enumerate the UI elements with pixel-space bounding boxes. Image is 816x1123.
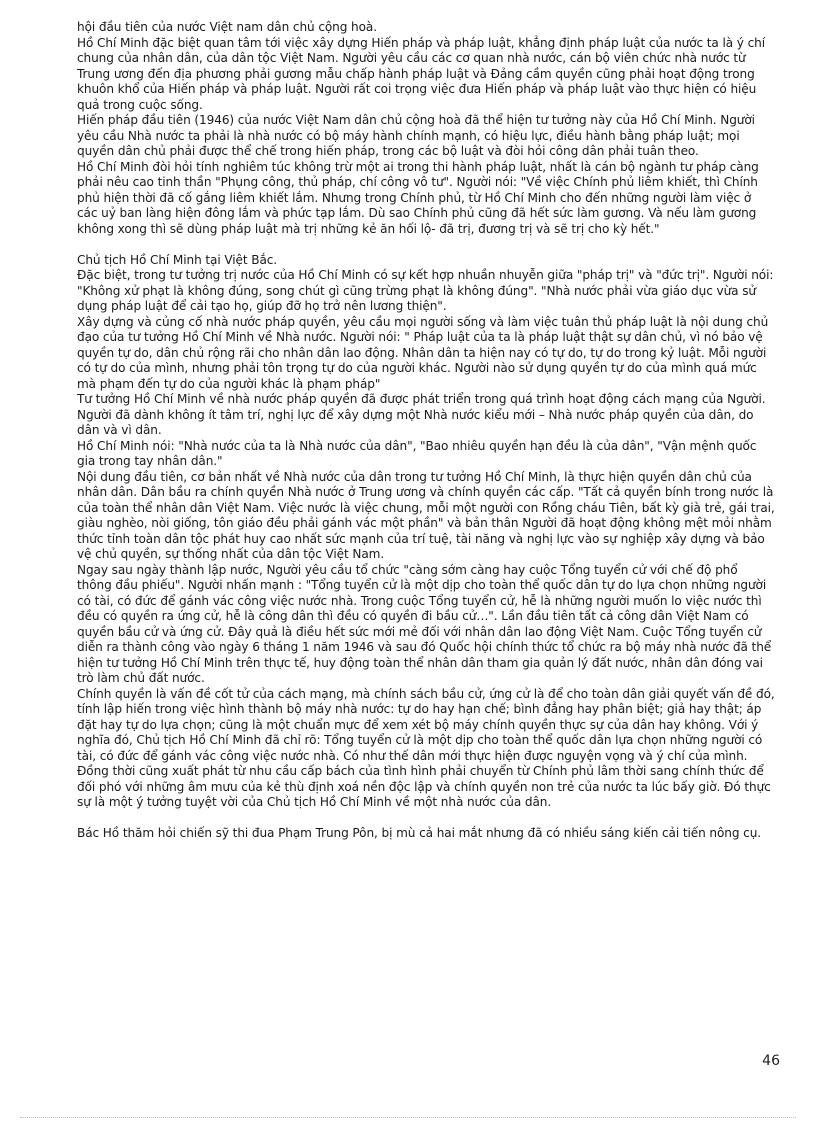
paragraph-11: Chính quyền là vấn đề cốt tử của cách mạng, mà chính sách bầu cử, ứng cử là để cho toàn dân giải quyết vấn đề đó, tính lập hiến trong việc hình thành bộ máy nhà nước: tự do hay hạn chế; bình đẳng hay phân biệt; giả hay thật; áp đặt hay tự do lựa chọn; cũng là một chuẩn mực để xem xét bộ máy chính quyền thực sự của dân hay không. Với ý nghĩa đó, Chủ tịch Hồ Chí Minh đã chỉ rõ: Tổng tuyển cử là một dịp cho toàn thể quốc dân lựa chọn những người có tài, có đức để gánh vác công việc nước nhà. Có như thế dân mới thực hiện được nguyện vọng và ý chí của mình. Đồng thời cũng xuất phát từ nhu cầu cấp bách của tình hình phải chuyển từ Chính phủ lâm thời sang chính thức để đối phó với những âm mưu của kẻ thù định xoá nền độc lập và chính quyền non trẻ của nước ta lúc bấy giờ. Đó thực sự là một ý tưởng tuyệt vời của Chủ tịch Hồ Chí Minh về một nhà nước của dân. bbox=[77, 686, 775, 809]
paragraph-7: Tư tưởng Hồ Chí Minh về nhà nước pháp quyền đã được phát triển trong quá trình hoạt động cách mạng của Người. Người đã dành không ít tâm trí, nghị lực để xây dựng một Nhà nước kiểu mới – Nhà nước pháp quyền của dân, do dân và vì dân. bbox=[77, 392, 766, 437]
document-body bbox=[77, 20, 775, 842]
paragraph-9: Nội dung đầu tiên, cơ bản nhất về Nhà nước của dân trong tư tưởng Hồ Chí Minh, là thực hiện quyền dân chủ của nhân dân. Dân bầu ra chính quyền Nhà nước ở Trung ương và chính quyền các cấp. "Tất cả quyền bính trong nước là của toàn thể nhân dân Việt Nam. Việc nước là việc chung, mỗi một người con Rồng cháu Tiên, bất kỳ già trẻ, gái trai, giàu nghèo, nòi giống, tôn giáo đều phải gánh vác một phần" và bản thân Người đã hoạt động không mệt mỏi nhằm thức tỉnh toàn dân tộc phát huy cao nhất sức mạnh của trí tuệ, tài năng và nghị lực vào sự nghiệp xây dựng và bảo vệ chủ quyền, sự thống nhất của dân tộc Việt Nam. bbox=[77, 469, 775, 561]
photo-caption-pham-trung-pon: Bác Hồ thăm hỏi chiến sỹ thi đua Phạm Trung Pôn, bị mù cả hai mắt nhưng đã có nhiều sáng kiến cải tiến nông cụ. bbox=[77, 826, 762, 840]
paragraph-5: Đặc biệt, trong tư tưởng trị nước của Hồ Chí Minh có sự kết hợp nhuần nhuyễn giữa "pháp trị" và "đức trị". Người nói: "Không xử phạt là không đúng, song chút gì cũng trừng phạt là không đúng". "Nhà nước phải vừa giáo dục vừa sử dụng pháp luật để cải tạo họ, giúp đỡ họ trở nên lương thiện". bbox=[77, 268, 774, 313]
photo-caption-viet-bac: Chủ tịch Hồ Chí Minh tại Việt Bắc. bbox=[77, 252, 278, 267]
footer-divider bbox=[20, 1117, 796, 1118]
paragraph-10: Ngay sau ngày thành lập nước, Người yêu cầu tổ chức "càng sớm càng hay cuộc Tổng tuyển cử với chế độ phổ thông đầu phiếu". Người nhấn mạnh : "Tổng tuyển cử là một dịp cho toàn thể quốc dân tự do lựa chọn những người có tài, có đức để gánh vác công việc nước nhà. Trong cuộc Tổng tuyển cử, hễ là những người muốn lo việc nước thì đều có quyền ra ứng cử, hễ là công dân thì đều có quyền đi bầu cử…". Lần đầu tiên tất cả công dân Việt Nam có quyền bầu cử và ứng cử. Đây quả là điều hết sức mới mẻ đối với nhân dân lao động Việt Nam. Cuộc Tổng tuyển cử diễn ra thành công vào ngày 6 tháng 1 năm 1946 và sau đó Quốc hội chính thức tổ chức ra bộ máy nhà nước đã thể hiện tư tưởng Hồ Chí Minh trên thực tế, huy động toàn thể nhân dân tham gia quản lý đất nước, nhân dân đóng vai trò làm chủ đất nước. bbox=[77, 562, 772, 685]
paragraph-6: Xây dựng và củng cố nhà nước pháp quyền, yêu cầu mọi người sống và làm việc tuân thủ pháp luật là nội dung chủ đạo của tư tưởng Hồ Chí Minh về Nhà nước. Người nói: " Pháp luật của ta là pháp luật thật sự dân chủ, vì nó bảo vệ quyền tự do, dân chủ rộng rãi cho nhân dân lao động. Nhân dân ta hiện nay có tự do, tự do trong kỷ luật. Mỗi người có tự do của mình, nhưng phải tôn trọng tự do của người khác. Người nào sử dụng quyền tự do của mình quá mức mà phạm đến tự do của người khác là phạm pháp" bbox=[77, 314, 769, 391]
paragraph-1: hội đầu tiên của nước Việt nam dân chủ cộng hoà. bbox=[77, 20, 377, 34]
page-number: 46 bbox=[762, 1053, 780, 1069]
paragraph-2: Hồ Chí Minh đặc biệt quan tâm tới việc xây dựng Hiến pháp và pháp luật, khẳng định pháp luật của nước ta là ý chí chung của nhân dân, của dân tộc Việt Nam. Người yêu cầu các cơ quan nhà nước, cán bộ viên chức nhà nước từ Trung ương đến địa phương phải gương mẫu chấp hành pháp luật và Đảng cầm quyền cũng phải hoạt động trong khuôn khổ của Hiến pháp và pháp luật. Người rất coi trọng việc đưa Hiến pháp và pháp luật vào thực hiện có hiệu quả trong cuộc sống. bbox=[77, 35, 765, 112]
paragraph-4: Hồ Chí Minh đòi hỏi tính nghiêm túc không trừ một ai trong thi hành pháp luật, nhất là cán bộ ngành tư pháp càng phải nêu cao tinh thần "Phụng công, thủ pháp, chí công vô tư". Người nói: "Về việc Chính phủ liêm khiết, thì Chính phủ hiện thời đã cố gắng liêm khiết lắm. Nhưng trong Chính phủ, từ Hồ Chí Minh cho đến những người làm việc ở các uỷ ban làng hiện đông lắm và phức tạp lắm. Dù sao Chính phủ cũng đã hết sức làm gương. Và nếu làm gương không xong thì sẽ dùng pháp luật mà trị những kẻ ăn hối lộ- đã trị, đương trị và sẽ trị cho kỳ hết." bbox=[77, 159, 759, 236]
paragraph-3: Hiến pháp đầu tiên (1946) của nước Việt Nam dân chủ cộng hoà đã thể hiện tư tưởng này của Hồ Chí Minh. Người yêu cầu Nhà nước ta phải là nhà nước có bộ máy hành chính mạnh, có hiệu lực, điều hành bằng pháp luật; mọi quyền dân chủ phải được thể chế trong hiến pháp, trong các bộ luật và đòi hỏi công dân phải tuân theo. bbox=[77, 113, 755, 158]
paragraph-8: Hồ Chí Minh nói: "Nhà nước của ta là Nhà nước của dân", "Bao nhiêu quyền hạn đều là của dân", "Vận mệnh quốc gia trong tay nhân dân." bbox=[77, 438, 757, 468]
